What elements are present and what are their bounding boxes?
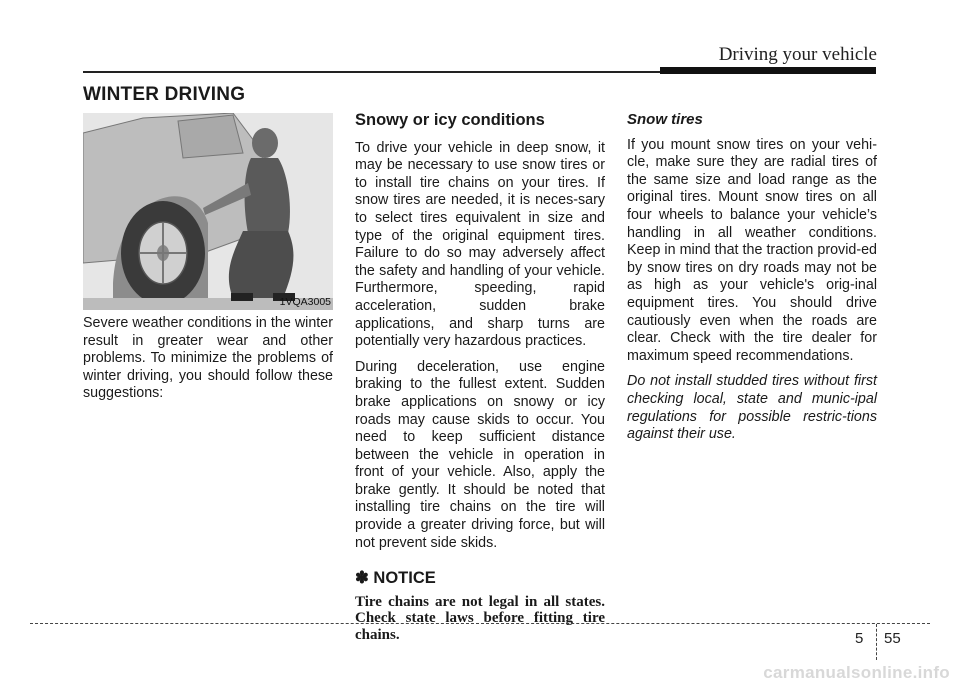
tire-chain-illustration [83,113,333,310]
watermark: carmanualsonline.info [763,663,950,682]
snow-tires-paragraph-1: If you mount snow tires on your vehi-cle, make sure they are radial tires of the same size and load range as the original tires. Mount snow tires on all four wheels to balance your vehicle’s handling in all weather conditions. Keep in mind that the traction provid-ed by snow tires on dry roads may not be as high as your vehicle's orig-inal equipment tires. You should drive cautiously even when the roads are clear. Check with the tire dealer for maximum speed recommendations. [627,136,877,364]
car-tire-illustration-icon [83,113,333,310]
footer-rule [30,623,930,624]
running-header: Driving your vehicle [718,44,877,65]
section-heading: WINTER DRIVING [83,84,246,105]
page-number-separator [876,624,877,660]
intro-paragraph: Severe weather conditions in the winter result in greater wear and other problems. To minimize the problems of winter driving, you should follow these suggestions: [83,315,333,402]
snowy-paragraph-2: During deceleration, use engine braking to the fullest extent. Sudden brake applications on snowy or icy roads may cause skids to occur. You need to keep sufficient distance between the vehicle in operation in front of your vehicle. Also, apply the brake gently. It should be noted that installing tire chains on the tire will provide a greater driving force, but will not prevent side skids. [355,358,605,551]
chapter-number: 5 [855,630,864,647]
column-left [83,315,333,411]
notice-body: Tire chains are not legal in all states. Check state laws before fitting tire chains. [355,593,605,643]
header-accent-bar [660,67,876,74]
snow-tires-heading: Snow tires [627,111,703,128]
column-right [627,108,877,452]
notice-heading: ✽ NOTICE [355,569,436,588]
column-middle [355,108,605,643]
snow-tires-paragraph-2: Do not install studded tires without first checking local, state and munic-ipal regulations for possible restric-tions against their use. [627,373,877,443]
snowy-conditions-heading: Snowy or icy conditions [355,111,545,129]
snowy-paragraph-1: To drive your vehicle in deep snow, it may be necessary to use snow tires or to install tire chains on your tires. If snow tires are needed, it is neces-sary to select tires equivalent in size and type of the original equipment tires. Failure to do so may adversely affect the safety and handling of your vehicle. Furthermore, speeding, rapid acceleration, sudden brake applications, and sharp turns are potentially very hazardous practices. [355,139,605,350]
page-number: 55 [884,630,901,647]
figure-code: 1VQA3005 [279,296,331,308]
header-rule [83,71,663,73]
